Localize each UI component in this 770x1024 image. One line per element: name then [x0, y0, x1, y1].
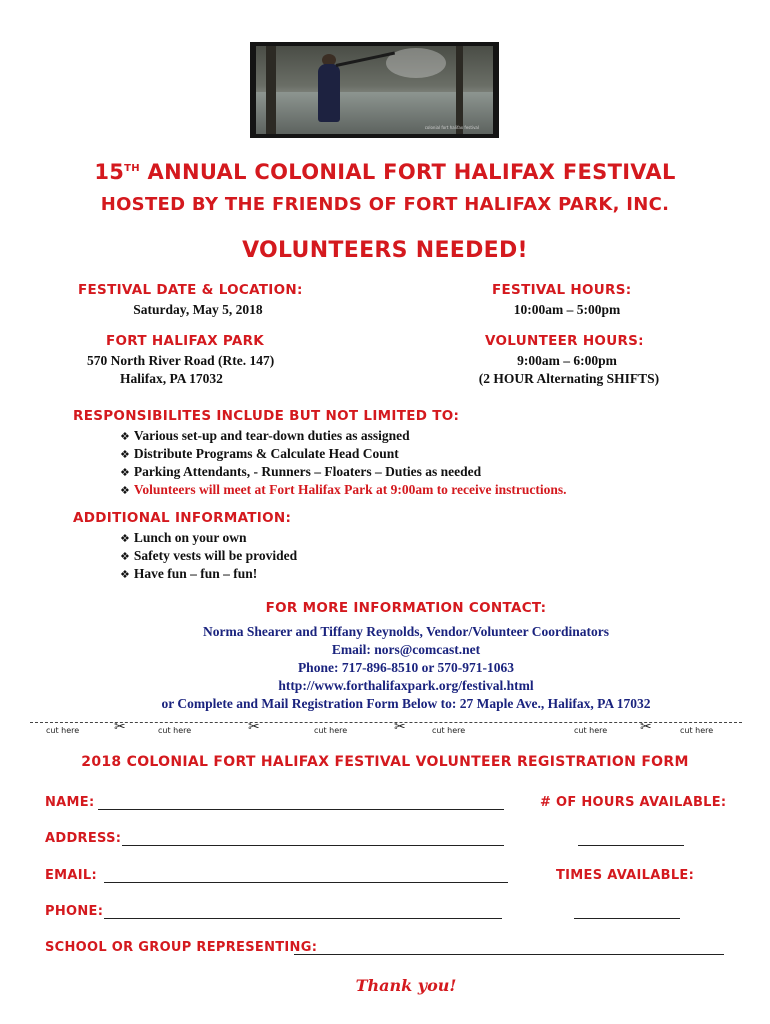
cut-label: cut here [680, 726, 714, 735]
list-item: ❖ Lunch on your own [120, 530, 247, 545]
volunteers-needed-headline: VOLUNTEERS NEEDED! [242, 238, 528, 263]
location-address2: Halifax, PA 17032 [120, 371, 223, 386]
diamond-bullet-icon: ❖ [120, 466, 130, 479]
hosted-by: HOSTED BY THE FRIENDS OF FORT HALIFAX PARK, INC. [100, 194, 670, 215]
name-field[interactable] [98, 809, 504, 810]
scissors-icon: ✂ [248, 719, 260, 735]
name-label: NAME: [45, 795, 95, 810]
location-address1: 570 North River Road (Rte. 147) [87, 353, 275, 368]
festival-date-value: Saturday, May 5, 2018 [133, 302, 263, 317]
responsibilities-heading: RESPONSIBILITES INCLUDE BUT NOT LIMITED TO: [73, 408, 460, 424]
contact-mail: or Complete and Mail Registration Form Below to: 27 Maple Ave., Halifax, PA 17032 [161, 696, 651, 711]
diamond-bullet-icon: ❖ [120, 568, 130, 581]
thank-you: Thank you! [355, 976, 457, 995]
scissors-icon: ✂ [394, 719, 406, 735]
diamond-bullet-icon: ❖ [120, 484, 130, 497]
volunteer-hours-note: (2 HOUR Alternating SHIFTS) [478, 371, 660, 386]
title-suffix: TH [124, 163, 140, 174]
school-group-label: SCHOOL OR GROUP REPRESENTING: [45, 940, 318, 955]
form-title: 2018 COLONIAL FORT HALIFAX FESTIVAL VOLUNTEER REGISTRATION FORM [81, 754, 689, 770]
hours-available-field[interactable] [578, 845, 684, 846]
phone-label: PHONE: [45, 904, 104, 919]
scissors-icon: ✂ [114, 719, 126, 735]
cut-line [30, 722, 742, 739]
times-available-label: TIMES AVAILABLE: [556, 868, 695, 883]
list-item: ❖ Various set-up and tear-down duties as assigned [120, 428, 410, 443]
contact-url[interactable]: http://www.forthalifaxpark.org/festival.html [278, 678, 534, 693]
list-item: ❖ Distribute Programs & Calculate Head Count [120, 446, 399, 461]
title-text: ANNUAL COLONIAL FORT HALIFAX FESTIVAL [139, 160, 676, 184]
cut-label: cut here [574, 726, 608, 735]
cut-label: cut here [46, 726, 80, 735]
list-item: ❖ Volunteers will meet at Fort Halifax Park at 9:00am to receive instructions. [120, 482, 567, 497]
contact-heading: FOR MORE INFORMATION CONTACT: [265, 600, 547, 616]
times-available-field[interactable] [574, 918, 680, 919]
list-item: ❖ Safety vests will be provided [120, 548, 298, 563]
header-photo [250, 42, 499, 138]
page-title [0, 160, 770, 184]
festival-date-heading: FESTIVAL DATE & LOCATION: [78, 282, 303, 298]
festival-hours-heading: FESTIVAL HOURS: [492, 282, 632, 298]
school-group-field[interactable] [294, 954, 724, 955]
list-item: ❖ Parking Attendants, - Runners – Floaters – Duties as needed [120, 464, 482, 479]
list-item: ❖ Have fun – fun – fun! [120, 566, 258, 581]
cut-label: cut here [314, 726, 348, 735]
phone-field[interactable] [104, 918, 502, 919]
address-field[interactable] [122, 845, 504, 846]
photo-caption: colonial fort halifax festival [424, 125, 479, 130]
title-number: 15 [94, 160, 125, 184]
festival-hours-value: 10:00am – 5:00pm [513, 302, 621, 317]
contact-coordinators: Norma Shearer and Tiffany Reynolds, Vendor/Volunteer Coordinators [203, 624, 609, 639]
diamond-bullet-icon: ❖ [120, 448, 130, 461]
contact-phone: Phone: 717-896-8510 or 570-971-1063 [297, 660, 515, 675]
scissors-icon: ✂ [640, 719, 652, 735]
address-label: ADDRESS: [45, 831, 122, 846]
email-label: EMAIL: [45, 868, 97, 883]
hours-available-label: # OF HOURS AVAILABLE: [540, 795, 727, 810]
volunteer-hours-value: 9:00am – 6:00pm [517, 353, 617, 368]
email-field[interactable] [104, 882, 508, 883]
additional-info-heading: ADDITIONAL INFORMATION: [73, 510, 292, 526]
diamond-bullet-icon: ❖ [120, 532, 130, 545]
contact-email: Email: nors@comcast.net [331, 642, 481, 657]
diamond-bullet-icon: ❖ [120, 430, 130, 443]
location-heading: FORT HALIFAX PARK [106, 333, 265, 349]
cut-label: cut here [158, 726, 192, 735]
diamond-bullet-icon: ❖ [120, 550, 130, 563]
cut-label: cut here [432, 726, 466, 735]
volunteer-hours-heading: VOLUNTEER HOURS: [485, 333, 644, 349]
